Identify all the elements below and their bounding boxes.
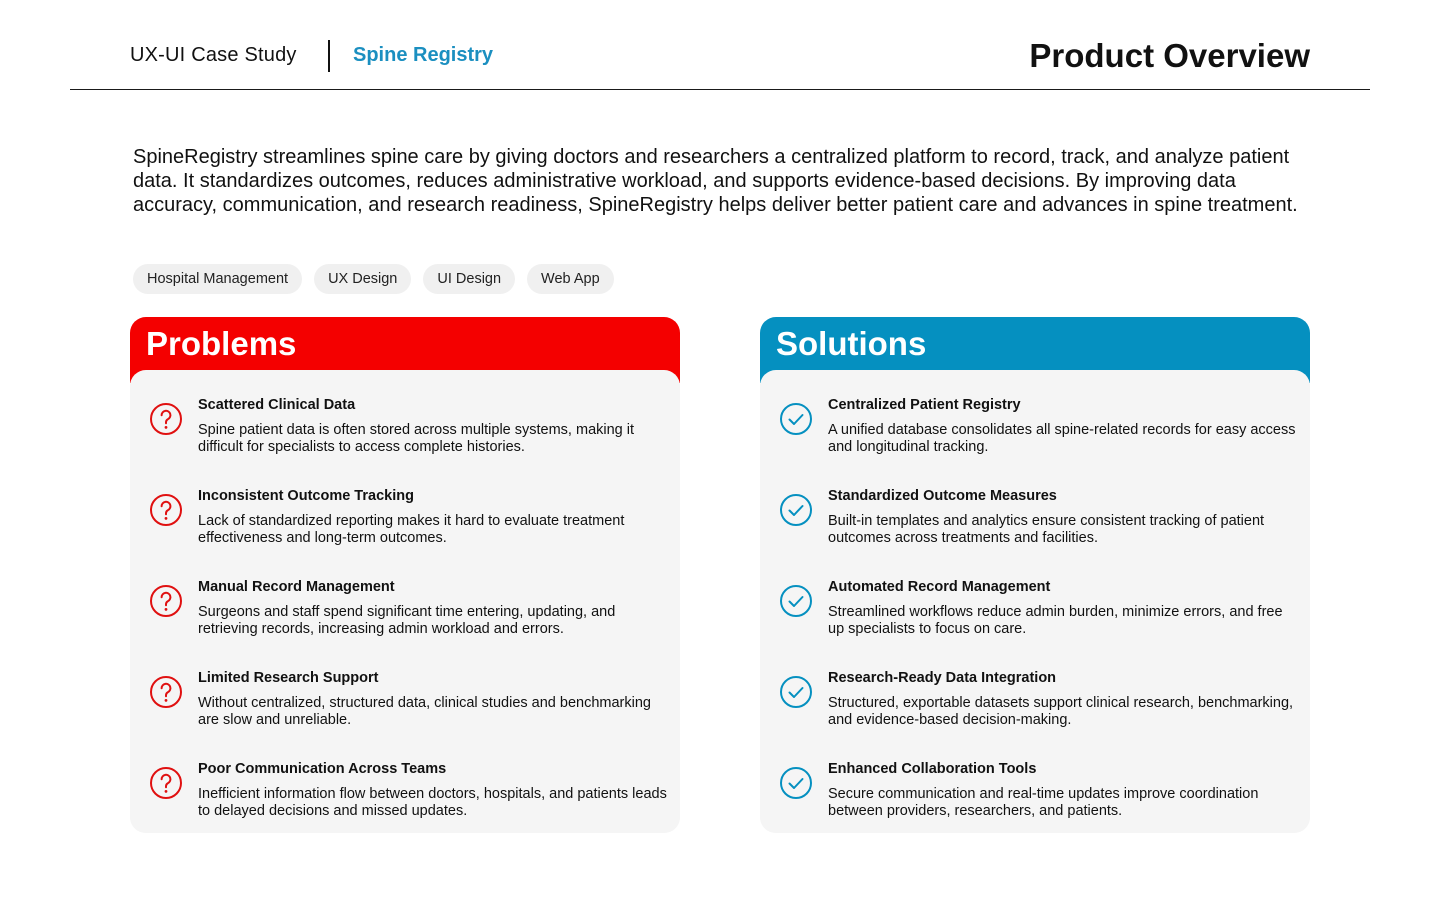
solution-item: [760, 670, 1310, 750]
solution-item: [760, 488, 1310, 568]
problem-title: Limited Research Support: [198, 670, 379, 686]
problem-description: Without centralized, structured data, clinical studies and benchmarking are slow and unreliable.: [198, 695, 651, 728]
problem-title: Scattered Clinical Data: [198, 397, 356, 413]
problem-title: Manual Record Management: [198, 579, 395, 595]
problems-heading: Problems: [130, 317, 680, 383]
solution-description: Built-in templates and analytics ensure consistent tracking of patient outcomes across treatments and facilities.: [828, 513, 1265, 546]
problem-title: Inconsistent Outcome Tracking: [198, 488, 414, 504]
problem-item: [130, 670, 680, 750]
intro-paragraph: SpineRegistry streamlines spine care by giving doctors and researchers a centralized platform to record, track, and analyze patient data. It standardizes outcomes, reduces administrative workload, and supports evidence-based decisions. By improving data accuracy, communication, and research readiness, SpineRegistry helps deliver better patient care and advances in spine treatment.: [133, 146, 1298, 216]
check-circle-icon: [779, 402, 813, 436]
problems-panel: [130, 317, 680, 833]
solution-title: Standardized Outcome Measures: [828, 488, 1057, 504]
question-circle-icon: [149, 402, 183, 436]
check-circle-icon: [779, 584, 813, 618]
header-divider: [328, 40, 330, 72]
check-circle-icon: [779, 493, 813, 527]
question-circle-icon: [149, 766, 183, 800]
question-circle-icon: [149, 675, 183, 709]
tag-web-app: Web App: [527, 264, 614, 294]
solution-title: Centralized Patient Registry: [828, 397, 1021, 413]
problem-description: Inefficient information flow between doctors, hospitals, and patients leads to delayed decisions and missed updates.: [198, 786, 667, 819]
question-circle-icon: [149, 493, 183, 527]
solution-title: Research-Ready Data Integration: [828, 670, 1057, 686]
problem-title: Poor Communication Across Teams: [198, 761, 447, 777]
page-title: Product Overview: [1029, 37, 1310, 74]
solutions-panel: [760, 317, 1310, 833]
problem-description: Spine patient data is often stored across multiple systems, making it difficult for specialists to access complete histories.: [198, 422, 635, 455]
problem-item: [130, 761, 680, 833]
problem-item: [130, 488, 680, 568]
solution-description: Streamlined workflows reduce admin burden, minimize errors, and free up specialists to focus on care.: [828, 604, 1283, 637]
problem-description: Lack of standardized reporting makes it hard to evaluate treatment effectiveness and long-term outcomes.: [198, 513, 625, 546]
solution-description: A unified database consolidates all spine-related records for easy access and longitudinal tracking.: [828, 422, 1296, 455]
page-header: [70, 0, 1370, 90]
solution-item: [760, 579, 1310, 659]
problems-list: [130, 370, 680, 833]
check-circle-icon: [779, 766, 813, 800]
solution-title: Enhanced Collaboration Tools: [828, 761, 1037, 777]
case-study-label: UX-UI Case Study: [130, 44, 297, 66]
solution-item: [760, 397, 1310, 477]
solution-description: Secure communication and real-time updates improve coordination between providers, researchers, and patients.: [828, 786, 1259, 819]
solutions-list: [760, 370, 1310, 833]
question-circle-icon: [149, 584, 183, 618]
tag-hospital-management: Hospital Management: [133, 264, 302, 294]
solutions-heading: Solutions: [760, 317, 1310, 383]
problem-item: [130, 397, 680, 477]
problem-description: Surgeons and staff spend significant time entering, updating, and retrieving records, increasing admin workload and errors.: [198, 604, 616, 637]
problem-item: [130, 579, 680, 659]
tag-list: [133, 264, 614, 294]
check-circle-icon: [779, 675, 813, 709]
solution-description: Structured, exportable datasets support clinical research, benchmarking, and evidence-based decision-making.: [828, 695, 1294, 728]
solution-title: Automated Record Management: [828, 579, 1051, 595]
tag-ui-design: UI Design: [423, 264, 515, 294]
project-name: Spine Registry: [353, 44, 494, 66]
tag-ux-design: UX Design: [314, 264, 411, 294]
solution-item: [760, 761, 1310, 833]
